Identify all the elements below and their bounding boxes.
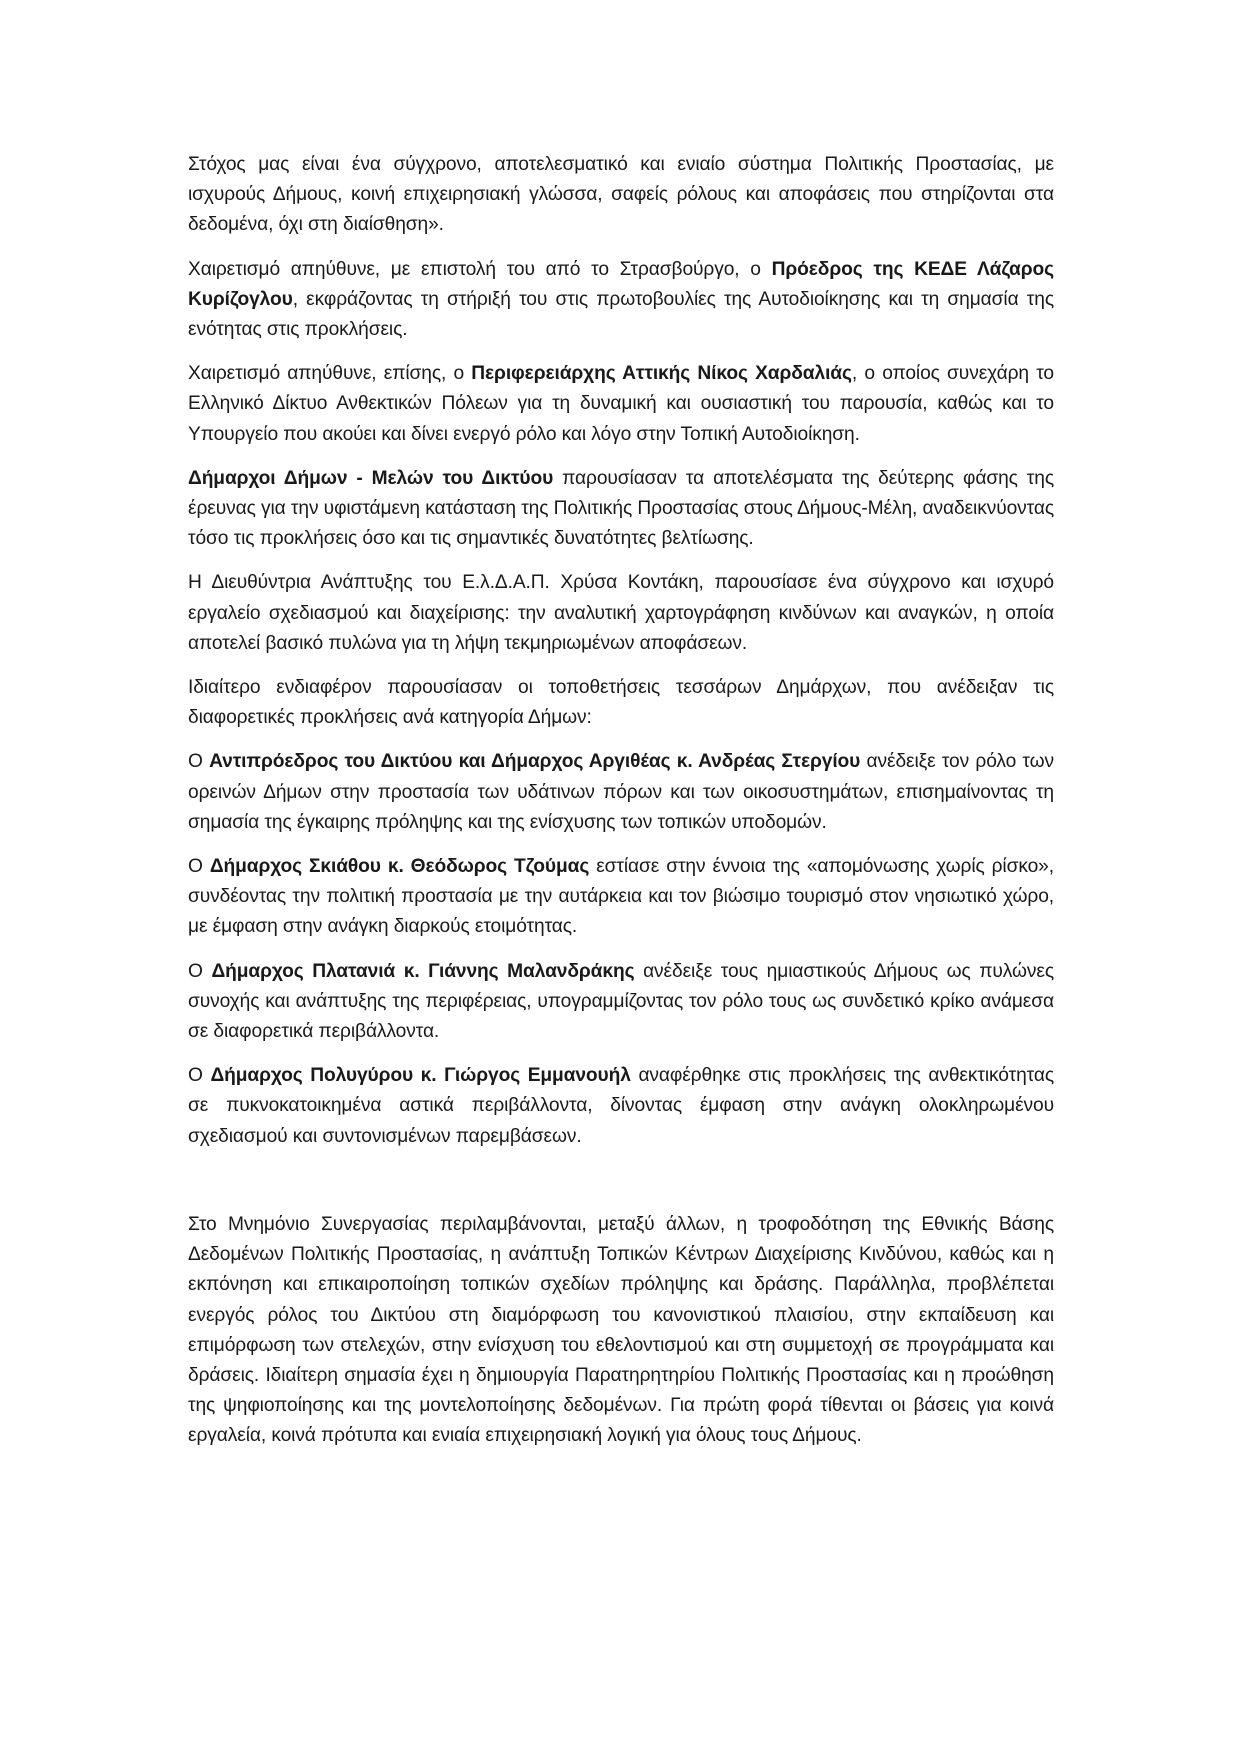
bold-name-argithea-mayor: Αντιπρόεδρος του Δικτύου και Δήμαρχος Αργιθέας κ. Ανδρέας Στεργίου <box>209 751 861 773</box>
paragraph-spacer <box>188 1166 1054 1210</box>
bold-name-mayors: Δήμαρχοι Δήμων - Μελών του Δικτύου <box>188 467 554 489</box>
paragraph-attica-greeting <box>188 359 1054 450</box>
paragraph-text: αναφέρθηκε στις προκλήσεις της ανθεκτικότητας σε πυκνοκατοικημένα αστικά περιβάλλοντα, δίνοντας έμφαση στην ανάγκη ολοκληρωμένου σχεδιασμού και συντονισμένων παρεμβάσεων. <box>188 1065 1054 1147</box>
paragraph-skiathos-mayor <box>188 852 1054 943</box>
paragraph-text: Ο <box>188 1065 211 1087</box>
paragraph-text: Στόχος μας είναι ένα σύγχρονο, αποτελεσματικό και ενιαίο σύστημα Πολιτικής Προστασίας, με ισχυρούς Δήμους, κοινή επιχειρησιακή γλώσσα, σαφείς ρόλους και αποφάσεις που στηρίζονται στα δεδομένα, όχι στη διαίσθηση». <box>188 154 1054 236</box>
paragraph-text: , εκφράζοντας τη στήριξή του στις πρωτοβουλίες της Αυτοδιοίκησης και τη σημασία της ενότητας στις προκλήσεις. <box>188 288 1054 341</box>
paragraph-polygyros-mayor <box>188 1061 1054 1152</box>
paragraph-memorandum <box>188 1210 1054 1452</box>
bold-name-kede-president: Πρόεδρος της ΚΕΔΕ Λάζαρος Κυρίζογλου <box>188 258 1054 310</box>
paragraph-text: Χαιρετισμό απηύθυνε, με επιστολή του από το Στρασβούργο, ο <box>188 258 772 280</box>
paragraph-kede-greeting <box>188 255 1054 346</box>
paragraph-platanias-mayor <box>188 957 1054 1048</box>
bold-name-skiathos-mayor: Δήμαρχος Σκιάθου κ. Θεόδωρος Τζούμας <box>209 856 590 878</box>
paragraph-text: Ο <box>188 751 210 773</box>
paragraph-text: παρουσίασαν τα αποτελέσματα της δεύτερης φάσης της έρευνας για την υφιστάμενη κατάσταση της Πολιτικής Προστασίας στους Δήμους-Μέλη, αναδεικνύοντας τόσο τις προκλήσεις όσο και τις σημαντικές δυνατότητες βελτίωσης. <box>188 467 1054 550</box>
paragraph-text: Ο <box>188 856 210 878</box>
paragraph-development-director <box>188 568 1054 659</box>
paragraph-argithea-mayor <box>188 747 1054 838</box>
bold-name-platanias-mayor: Δήμαρχος Πλατανιά κ. Γιάννης Μαλανδράκης <box>211 960 635 982</box>
paragraph-text: Στο Μνημόνιο Συνεργασίας περιλαμβάνονται, μεταξύ άλλων, η τροφοδότηση της Εθνικής Βάσης Δεδομένων Πολιτικής Προστασίας, η ανάπτυξη Τοπικών Κέντρων Διαχείρισης Κινδύνου, καθώς και η εκπόνηση και επικαιροποίηση τοπικών σχεδίων πρόληψης και δράσης. Παράλληλα, προβλέπεται ενεργός ρόλος του Δικτύου στη διαμόρφωση του κανονιστικού πλαισίου, στην εκπαίδευση και επιμόρφωση των στελεχών, στην ενίσχυση του εθελοντισμού και στη συμμετοχή σε προγράμματα και δράσεις. Ιδιαίτερη σημασία έχει η δημιουργία Παρατηρητηρίου Πολιτικής Προστασίας και η προώθηση της ψηφιοποίησης και της μοντελοποίησης δεδομένων. Για πρώτη φορά τίθενται οι βάσεις για κοινά εργαλεία, κοινά πρότυπα και ενιαία επιχειρησιακή λογική για όλους τους Δήμους. <box>188 1213 1054 1447</box>
paragraph-text: Η Διευθύντρια Ανάπτυξης του Ε.λ.Δ.Α.Π. Χρύσα Κοντάκη, παρουσίασε ένα σύγχρονο και ισχυρό εργαλείο σχεδιασμού και διαχείρισης: την αναλυτική χαρτογράφηση κινδύνων και αναγκών, η οποία αποτελεί βασικό πυλώνα για τη λήψη τεκμηριωμένων αποφάσεων. <box>188 572 1054 654</box>
paragraph-text: , ο οποίος συνεχάρη το Ελληνικό Δίκτυο Ανθεκτικών Πόλεων για τη δυναμική και ουσιαστική του παρουσία, καθώς και το Υπουργείο που ακούει και δίνει ενεργό ρόλο και λόγο στην Τοπική Αυτοδιοίκηση. <box>188 363 1055 445</box>
paragraph-text: Χαιρετισμό απηύθυνε, επίσης, ο <box>188 363 472 385</box>
paragraph-text: ανέδειξε τους ημιαστικούς Δήμους ως πυλώνες συνοχής και ανάπτυξης της περιφέρειας, υπογραμμίζοντας τον ρόλο τους ως συνδετικό κρίκο ανάμεσα σε διαφορετικά περιβάλλοντα. <box>188 960 1054 1043</box>
paragraph-text: Ιδιαίτερο ενδιαφέρον παρουσίασαν οι τοποθετήσεις τεσσάρων Δημάρχων, που ανέδειξαν τις διαφορετικές προκλήσεις ανά κατηγορία Δήμων: <box>188 677 1054 729</box>
bold-name-polygyros-mayor: Δήμαρχος Πολυγύρου κ. Γιώργος Εμμανουήλ <box>210 1065 631 1087</box>
paragraph-mayors-results <box>188 464 1054 555</box>
bold-name-attica-governor: Περιφερειάρχης Αττικής Νίκος Χαρδαλιάς <box>471 363 852 385</box>
paragraph-four-mayors-intro <box>188 673 1054 733</box>
paragraph-text: εστίασε στην έννοια της «απομόνωσης χωρίς ρίσκο», συνδέοντας την πολιτική προστασία με την αυτάρκεια και τον βιώσιμο τουρισμό στον νησιωτικό χώρο, με έμφαση στην ανάγκη διαρκούς ετοιμότητας. <box>188 856 1054 938</box>
paragraph-goal <box>188 150 1054 241</box>
paragraph-text: ανέδειξε τον ρόλο των ορεινών Δήμων στην προστασία των υδάτινων πόρων και των οικοσυστημάτων, επισημαίνοντας τη σημασία της έγκαιρης πρόληψης και της ενίσχυσης των τοπικών υποδομών. <box>188 751 1055 833</box>
paragraph-text: Ο <box>188 960 212 982</box>
document-page <box>188 150 1054 1466</box>
